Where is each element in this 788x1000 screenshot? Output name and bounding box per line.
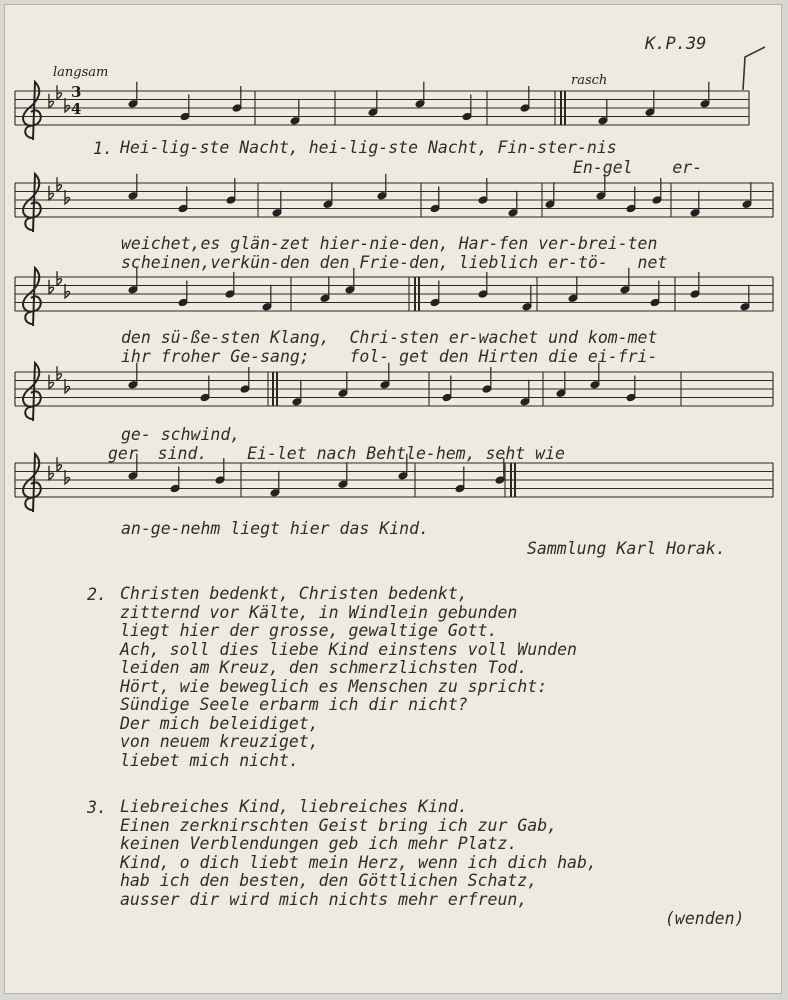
stanza-line: Hört, wie beweglich es Menschen zu spricht:: [120, 676, 548, 696]
stanza-line: Sündige Seele erbarm ich dir nicht?: [120, 695, 468, 714]
staff: [15, 463, 773, 497]
flat-icon: [65, 284, 70, 298]
stanza-line: Kind, o dich liebt mein Herz, wenn ich dich hab,: [120, 852, 597, 872]
stanza-line: Ach, soll dies liebe Kind einstens voll Wunden: [120, 639, 577, 659]
stanza-line: von neuem kreuziget,: [120, 732, 319, 751]
stanza-2-number: 2.: [87, 585, 107, 604]
lyric-line: an-ge-nehm liegt hier das Kind.: [121, 519, 429, 538]
flat-icon: [57, 366, 62, 380]
stanza-3-number: 3.: [87, 798, 107, 817]
stanza-line: liebet mich nicht.: [120, 750, 299, 770]
lyric-line: ger sind. Ei-let nach Behtle-hem, seht wie: [108, 444, 565, 463]
stanza-line: zitternd vor Kälte, in Windlein gebunden: [120, 602, 518, 622]
time-signature-top: 3: [71, 83, 82, 101]
flat-icon: [49, 186, 54, 200]
lyric-line: En-gel er-: [573, 158, 703, 177]
flat-icon: [65, 190, 70, 204]
corner-mark-icon: [743, 47, 765, 90]
stanza-line: Liebreiches Kind, liebreiches Kind.: [120, 797, 468, 816]
stanza-line: Christen bedenkt, Christen bedenkt,: [120, 584, 468, 603]
stanza-line: Einen zerknirschten Geist bring ich zur Gab,: [120, 815, 558, 835]
flat-icon: [57, 177, 62, 191]
lyric-line: ihr froher Ge-sang; fol- get den Hirten die ei-fri-: [121, 347, 658, 366]
lyric-line: scheinen,verkün-den den Frie-den, lieblich er-tö- net: [121, 253, 668, 272]
flat-icon: [65, 98, 70, 112]
staff: [15, 372, 773, 406]
lyric-line: Hei-lig-ste Nacht, hei-lig-ste Nacht, Fin-ster-nis: [120, 138, 617, 157]
verse-number-1: 1.: [93, 139, 113, 158]
lyric-line: ge- schwind,: [121, 425, 241, 444]
stanza-line: ausser dir wird mich nichts mehr erfreun,: [120, 889, 528, 909]
stanza-line: keinen Verblendungen geb ich mehr Platz.: [120, 834, 518, 853]
stanza-line: hab ich den besten, den Göttlichen Schatz,: [120, 871, 538, 890]
lyric-line: den sü-ße-sten Klang, Chri-sten er-wachet und kom-met: [121, 328, 658, 347]
flat-icon: [49, 466, 54, 480]
stanza-line: Der mich beleidiget,: [120, 713, 319, 733]
flat-icon: [57, 85, 62, 99]
tempo-rasch: rasch: [571, 73, 608, 88]
collection-credit: Sammlung Karl Horak.: [527, 539, 726, 558]
flat-icon: [49, 94, 54, 108]
tempo-langsam: langsam: [53, 65, 109, 80]
lyric-line: weichet,es glän-zet hier-nie-den, Har-fen ver-brei-ten: [121, 234, 658, 253]
flat-icon: [65, 470, 70, 484]
turn-page-note: (wenden): [665, 909, 745, 928]
stanza-line: liegt hier der grosse, gewaltige Gott.: [120, 621, 498, 640]
flat-icon: [65, 379, 70, 393]
flat-icon: [49, 375, 54, 389]
flat-icon: [49, 280, 54, 294]
flat-icon: [57, 271, 62, 285]
song-sheet: [4, 4, 782, 994]
catalog-number: K.P.39: [645, 34, 707, 54]
time-signature-bottom: 4: [71, 100, 82, 118]
stanza-line: leiden am Kreuz, den schmerzlichsten Tod.: [120, 658, 528, 677]
staff: [15, 91, 749, 125]
flat-icon: [57, 457, 62, 471]
